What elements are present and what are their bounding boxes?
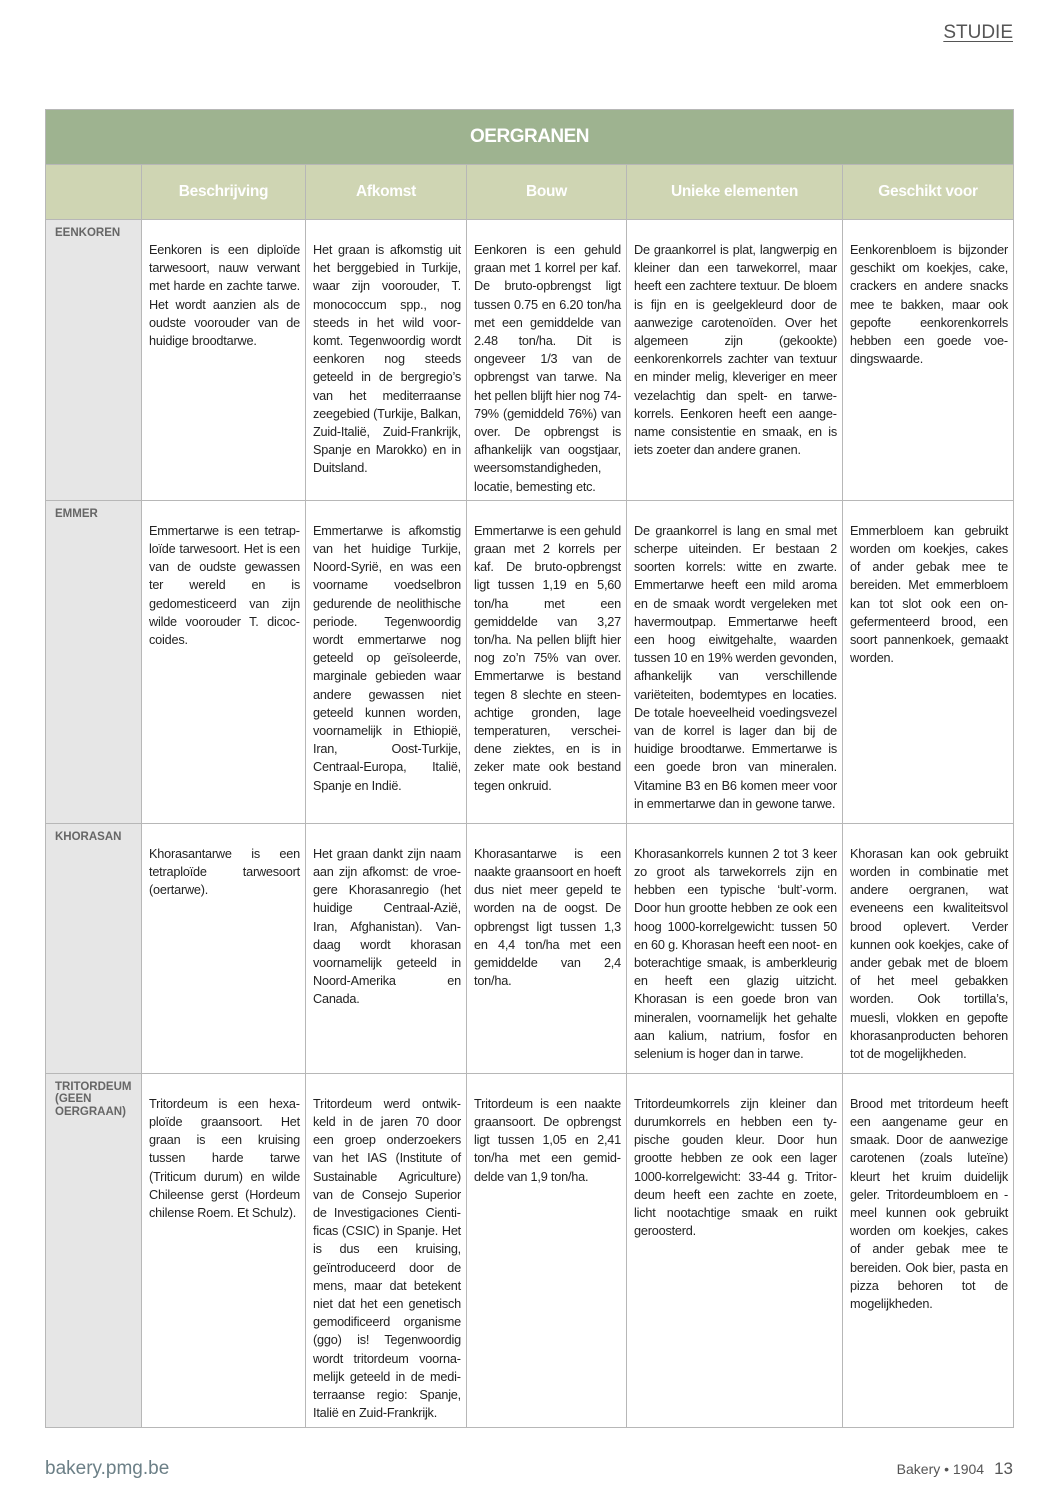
table-cell: Emmerbloem kan gebruikt worden om koekjes, cakes of ander gebak mee te bereiden. Met emmerbloem kan tot slot ook een ongefermenteerd brood, een soort pannenkoek, gemaakt worden. [843,500,1014,823]
row-label: EENKOREN [46,220,142,501]
table-cell: Tritordeum is een naakte graansoort. De opbrengst ligt tussen 1,05 en 2,41 ton/ha met een gemiddelde van 1,9 ton/ha. [467,1073,627,1427]
row-label: TRITORDEUM (GEEN OERGRAAN) [46,1073,142,1427]
table-cell: Eenkorenbloem is bijzonder geschikt om koekjes, cake, crackers en andere snacks mee te bakken, maar ook gepofte eenkorenkorrels hebben een goede voedingswaarde. [843,220,1014,501]
table-cell: Het graan is afkomstig uit het berggebied in Turkije, waar zijn voorouder, T. monococcum spp., nog steeds in het wild voorkomt. Tegenwoordig wordt eenkoren nog steeds geteeld in de bergregio’s van het mediterraanse zeegebied (Turkije, Balkan, Zuid-Italië, Zuid-Frankrijk, Spanje en Marokko) en in Duitsland. [306,220,467,501]
table-cell: De graankorrel is lang en smal met scherpe uiteinden. Er bestaan 2 soorten korrels: witte en zwarte. Emmertarwe heeft een mild aroma en de smaak wordt vergeleken met havermoutpap. Emmertarwe heeft een hoog eiwitgehalte, waarden tussen 10 en 19% werden gevonden, afhankelijk van verschillende variëteiten, bodemtypes en locaties. De totale hoeveelheid voedingsvezel van de korrel is lager dan bij de huidige broodtarwe. Emmertarwe is een goede bron van mineralen. Vitamine B3 en B6 komen meer voor in emmertarwe dan in gewone tarwe. [627,500,843,823]
table-cell: Tritordeum is een hexaploïde graansoort. Het graan is een kruising tussen harde tarwe (Triticum durum) en wilde Chileense gerst (Hordeum chilense Roem. Et Schulz). [142,1073,306,1427]
row-label: KHORASAN [46,823,142,1073]
table-cell: Khorasantarwe is een tetraploïde tarwesoort (oertarwe). [142,823,306,1073]
column-header: Bouw [467,165,627,220]
table-cell: Khorasankorrels kunnen 2 tot 3 keer zo groot als tarwekorrels zijn en hebben een typische ‘bult’-vorm. Door hun grootte hebben ze ook een hoog 1000-korrelgewicht: tussen 50 en 60 g. Khorasan heeft een noot- en boterachtige smaak, is amberkleurig en heeft een glazig uitzicht. Khorasan is een goede bron van mineralen, voornamelijk het gehalte aan kalium, natrium, fosfor en selenium is hoger dan in tarwe. [627,823,843,1073]
table-cell: Emmertarwe is een gehuld graan met 2 korrels per kaf. De bruto-opbrengst ligt tussen 1,19 en 5,60 ton/ha met een gemiddelde van 3,27 ton/ha. Na pellen blijft hier nog zo’n 75% van over. Emmertarwe is bestand tegen 8 slechte en steenachtige gronden, lage temperaturen, verscheidene ziektes, en is in zeker mate ook bestand tegen onkruid. [467,500,627,823]
table-cell: Emmertarwe is een tetraploïde tarwesoort. Het is een van de oudste gewassen ter wereld en is gedomesticeerd van zijn wilde voorouder T. dicoccoides. [142,500,306,823]
column-header: Afkomst [306,165,467,220]
table-cell: Eenkoren is een gehuld graan met 1 korrel per kaf. De bruto-opbrengst ligt tussen 0.75 en 6.20 ton/ha met een gemiddelde van 2.48 ton/ha. Dit is ongeveer 1/3 van de opbrengst van tarwe. Na het pellen blijft hier nog 74-79% (gemiddeld 76%) van over. De opbrengst is afhankelijk van oogstjaar, weersomstandigheden, locatie, bemesting etc. [467,220,627,501]
column-header: Unieke elementen [627,165,843,220]
table-cell: Het graan dankt zijn naam aan zijn afkomst: de vroegere Khorasanregio (het huidige Centraal-Azië, Iran, Afghanistan). Vandaag wordt khorasan voornamelijk geteeld in Noord-Amerika en Canada. [306,823,467,1073]
table-title: OERGRANEN [46,110,1014,165]
page-number: 13 [994,1459,1013,1478]
table-cell: Tritordeum werd ontwikkeld in de jaren 70 door een groep onderzoekers van het IAS (Institute of Sustainable Agriculture) van de Consejo Superior de Investigaciones Cientificas (CSIC) in Spanje. Het is dus een kruising, geïntroduceerd door de mens, maar dat betekent niet dat het een genetisch gemodificeerd organisme (ggo) is! Tegenwoordig wordt tritordeum voornamelijk geteeld in de mediterraanse regio: Spanje, Italië en Zuid-Frankrijk. [306,1073,467,1427]
table-row-tritordeum [46,1073,1014,1427]
footer-website-link[interactable]: bakery.pmg.be [45,1458,170,1479]
column-header: Geschikt voor [843,165,1014,220]
table-row-eenkoren [46,220,1014,501]
table-cell: Khorasan kan ook gebruikt worden in combinatie met andere oergranen, wat eveneens een kwaliteitsvol brood oplevert. Verder kunnen ook koekjes, cake of ander gebak met de bloem of het meel gebakken worden. Ook tortilla’s, muesli, vlokken en gepofte khorasanproducten behoren tot de mogelijkheden. [843,823,1014,1073]
column-header-row [46,165,1014,220]
table-cell: De graankorrel is plat, langwerpig en kleiner dan een tarwekorrel, maar heeft een zachtere textuur. De bloem is fijn en is geelgekleurd door de aanwezige carotenoïden. Over het algemeen zijn (gekookte) eenkorenkorrels zachter van textuur en minder melig, kleveriger en meer vezelachtig dan spelt- en tarwekorrels. Eenkoren heeft een aangename consistentie en smaak, en is iets zoeter dan andere granen. [627,220,843,501]
table-row-khorasan [46,823,1014,1073]
table-cell: Khorasantarwe is een naakte graansoort en hoeft dus niet meer gepeld te worden na de oogst. De opbrengst ligt tussen 1,3 en 4,4 ton/ha met een gemiddelde van 2,4 ton/ha. [467,823,627,1073]
oergranen-table [45,109,1014,1428]
column-header: Beschrijving [142,165,306,220]
header-corner [46,165,142,220]
section-label: STUDIE [943,22,1013,43]
table-cell: Emmertarwe is afkomstig van het huidige Turkije, Noord-Syrië, en was een voorname voedselbron gedurende de neolithische periode. Tegenwoordig wordt emmertarwe nog geteeld op geïsoleerde, marginale gebieden waar andere gewassen niet geteeld kunnen worden, voornamelijk in Ethiopië, Iran, Oost-Turkije, Centraal-Europa, Italië, Spanje en Indië. [306,500,467,823]
footer-publication [897,1459,1013,1479]
table-cell: Brood met tritordeum heeft een aangename geur en smaak. Door de aanwezige carotenen (zoals luteïne) kleurt het kruim duidelijk geler. Tritordeumbloem en -meel kunnen ook gebruikt worden om koekjes, cakes of ander gebak mee te bereiden. Ook bier, pasta en pizza behoren tot de mogelijkheden. [843,1073,1014,1427]
table-cell: Eenkoren is een diploïde tarwesoort, nauw verwant met harde en zachte tarwe. Het wordt aanzien als de oudste voorouder van de huidige broodtarwe. [142,220,306,501]
table-row-emmer [46,500,1014,823]
table-cell: Tritordeumkorrels zijn kleiner dan durumkorrels en hebben een typische gouden kleur. Door hun grootte hebben ze ook een lager 1000-korrelgewicht: 33-44 g. Tritordeum heeft een zachte en zoete, licht nootachtige smaak en ruikt geroosterd. [627,1073,843,1427]
publication-name: Bakery • 1904 [896,1461,985,1477]
row-label: EMMER [46,500,142,823]
table-title-row [46,110,1014,165]
